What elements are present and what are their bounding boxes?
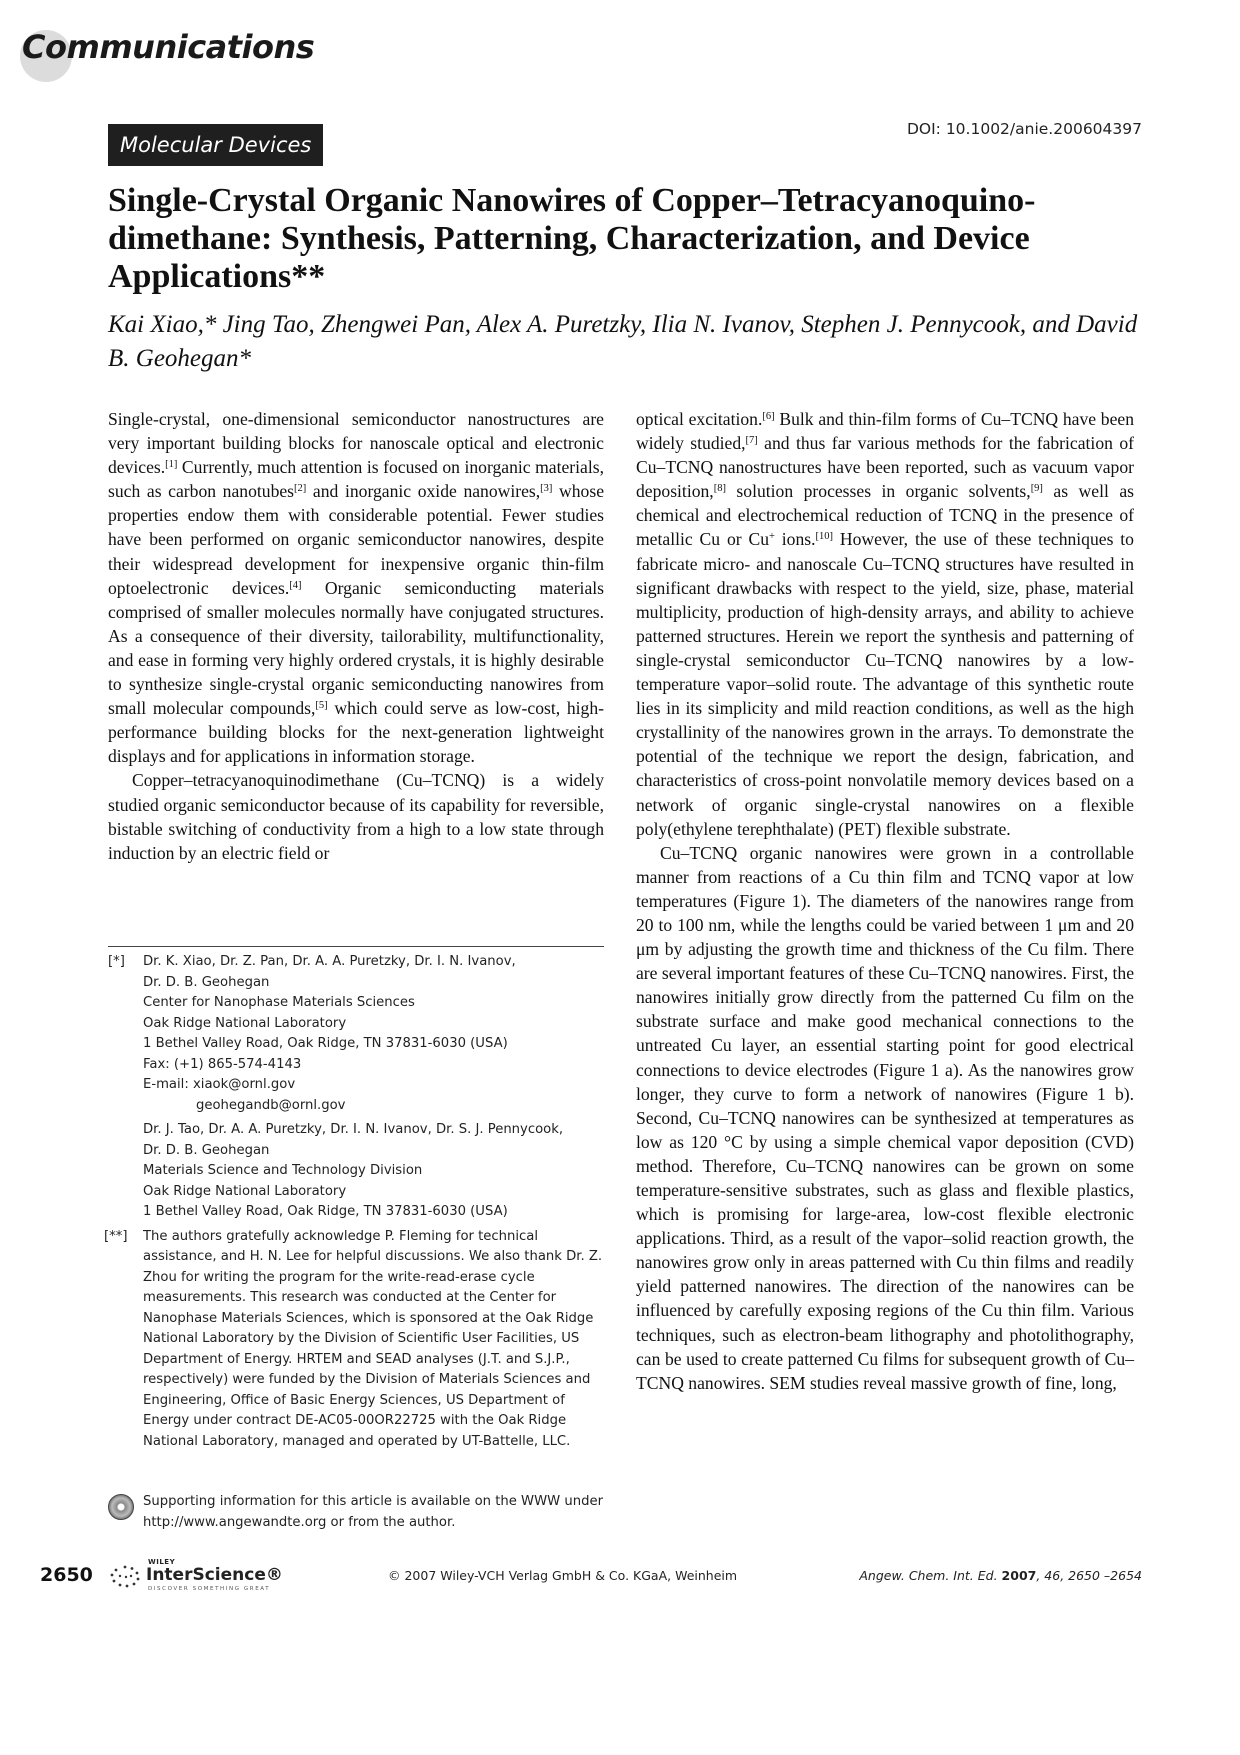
footnote-mark: [*]: [108, 954, 125, 969]
paragraph: Copper–tetracyanoquinodimethane (Cu–TCNQ) is a widely studied organic semiconductor because of its capability for reversible, bistable switching of conductivity from a high to a low state through induction by an electric field or: [108, 770, 604, 863]
affiliation-note: [108, 952, 604, 1223]
charge-superscript: +: [769, 531, 775, 543]
citation[interactable]: [3]: [540, 483, 553, 495]
citation[interactable]: [2]: [294, 483, 307, 495]
logo-wiley-text: WILEY: [148, 1558, 176, 1566]
citation[interactable]: [7]: [745, 435, 758, 447]
footnotes: [104, 952, 604, 1452]
cd-icon: [108, 1494, 134, 1520]
supporting-info-note: [108, 1492, 604, 1533]
page-number: 2650: [40, 1564, 93, 1586]
paragraph: Single-crystal, one-dimensional semiconductor nanostructures are very important building blocks for nanoscale optical and electronic devices.[1] Currently, much attention is focused on inorganic materials, such as carbon nanotubes[2] and inorganic oxide nanowires,[3] whose properties endow them with considerable potential. Fewer studies have been performed on organic semiconductor nanowires, despite their widespread development for inexpensive organic thin-film optoelectronic devices.[4] Organic semiconducting materials comprised of smaller molecules normally have conjugated structures. As a consequence of their diversity, tailorability, multifunctionality, and ease in forming very highly ordered crystals, it is highly desirable to synthesize single-crystal organic semiconducting nanowires from small molecular compounds,[5] which could serve as low-cost, high-performance building blocks for the next-generation lightweight displays and for applications in information storage.: [108, 409, 604, 767]
citation[interactable]: [4]: [289, 579, 302, 591]
affiliation-line: 1 Bethel Valley Road, Oak Ridge, TN 37831-6030 (USA): [143, 1036, 508, 1051]
acknowledgment-note: [104, 1227, 604, 1453]
journal-citation: Angew. Chem. Int. Ed. 2007, 46, 2650 –2654: [859, 1568, 1142, 1583]
citation[interactable]: [8]: [713, 483, 726, 495]
email-line[interactable]: geohegandb@ornl.gov: [196, 1097, 346, 1113]
doi[interactable]: DOI: 10.1002/anie.200604397: [906, 120, 1142, 138]
body-column-right: [636, 407, 1134, 1395]
footnote-mark: [**]: [104, 1228, 128, 1244]
citation[interactable]: [5]: [315, 700, 328, 712]
page-footer: [0, 1558, 1240, 1598]
paragraph: optical excitation.[6] Bulk and thin-film forms of Cu–TCNQ have been widely studied,[7] and thus far various methods for the fabrication of Cu–TCNQ nanostructures have been reported, such as vacuum vapor deposition,[8] solution processes in organic solvents,[9] as well as chemical and electrochemical reduction of TCNQ in the presence of metallic Cu or Cu+ ions.[10] However, the use of these techniques to fabricate micro- and nanoscale Cu–TCNQ structures have resulted in significant drawbacks with respect to the yield, size, phase, material multiplicity, production of high-density arrays, and ability to achieve patterned structures. Herein we report the synthesis and patterning of single-crystal semiconductor Cu–TCNQ nanowires by a low-temperature vapor–solid route. The advantage of this synthetic route lies in its simplicity and mild reaction conditions, as well as the high crystallinity of the nanowires grown in the arrays. To demonstrate the potential of the technique we report the design, fabrication, and characteristics of cross-point nonvolatile memory devices based on a network of organic single-crystal nanowires on a flexible poly(ethylene terephthalate) (PET) flexible substrate.: [636, 409, 1135, 839]
citation[interactable]: [9]: [1030, 483, 1043, 495]
logo-tagline: DISCOVER SOMETHING GREAT: [148, 1586, 271, 1592]
citation[interactable]: [10]: [815, 531, 834, 543]
subject-label: Molecular Devices: [108, 124, 323, 166]
logo-name-text: InterScience®: [146, 1565, 283, 1585]
citation[interactable]: [6]: [762, 411, 775, 422]
paragraph: Cu–TCNQ organic nanowires were grown in a controllable manner from reactions of a Cu thin film and TCNQ vapor at low temperatures (Figure 1). The diameters of the nanowires range from 20 to 100 nm, while the lengths could be varied between 1 μm and 20 μm by adjusting the growth time and thickness of the Cu film. There are several important features of these Cu–TCNQ nanowires. First, the nanowires initially grow directly from the patterned Cu film on the substrate surface and make good mechanical connections to the untreated Cu layer, an essential starting point for good electrical connections to device electrodes (Figure 1 a). As the nanowires grow longer, they curve to form a network of nanowires (Figure 1 b). Second, Cu–TCNQ nanowires can be synthesized at temperatures as low as 120 °C by using a simple chemical vapor deposition (CVD) method. Therefore, Cu–TCNQ nanowires can be grown on some temperature-sensitive substrates, such as glass and flexible plastics, which is promising for large-area, low-cost flexible electronic applications. Third, as a result of the vapor–solid reaction growth, the nanowires grow only in areas patterned with Cu thin films and readily yield patterned nanowires. The direction of the nanowires can be influenced by carefully exposing regions of the Cu thin film. Various techniques, such as electron-beam lithography and photolithography, can be used to create patterned Cu films for subsequent growth of Cu–TCNQ nanowires. SEM studies reveal massive growth of fine, long,: [636, 842, 1134, 1393]
body-column-left: [108, 407, 604, 865]
affiliation-line: Dr. K. Xiao, Dr. Z. Pan, Dr. A. A. Puretzky, Dr. I. N. Ivanov,: [143, 954, 516, 969]
affiliation-line: Oak Ridge National Laboratory: [143, 1015, 347, 1031]
supporting-info-text[interactable]: Supporting information for this article is available on the WWW under http://www.angewandte.org or from the author.: [143, 1494, 603, 1530]
interscience-swirl-icon: [108, 1564, 142, 1588]
affiliation-line: Center for Nanophase Materials Sciences: [143, 995, 415, 1010]
acknowledgment-text: The authors gratefully acknowledge P. Fleming for technical assistance, and H. N. Lee for helpful discussions. We also thank Dr. Z. Zhou for writing the program for the write-read-erase cycle measurements. This research was conducted at the Center for Nanophase Materials Sciences, which is sponsored at the Oak Ridge National Laboratory by the Division of Scientific User Facilities, US Department of Energy. HRTEM and SEAD analyses (J.T. and S.J.P., respectively) were funded by the Division of Materials Sciences and Engineering, Office of Basic Energy Sciences, US Department of Energy under contract DE-AC05-00OR22725 with the Oak Ridge National Laboratory, managed and operated by UT-Battelle, LLC.: [143, 1228, 603, 1449]
citation[interactable]: [1]: [165, 459, 178, 471]
affiliation-line: Dr. D. B. Geohegan: [143, 974, 270, 990]
section-heading: Communications: [22, 28, 315, 66]
affiliation-line: Materials Science and Technology Division: [143, 1163, 423, 1178]
affiliation-line: Oak Ridge National Laboratory: [143, 1183, 347, 1199]
affiliation-line: Dr. D. B. Geohegan: [143, 1142, 270, 1158]
affiliation-line: Dr. J. Tao, Dr. A. A. Puretzky, Dr. I. N. Ivanov, Dr. S. J. Pennycook,: [143, 1122, 564, 1137]
affiliation-line: Fax: (+1) 865-574-4143: [143, 1056, 302, 1072]
copyright: © 2007 Wiley-VCH Verlag GmbH & Co. KGaA, Weinheim: [388, 1568, 738, 1583]
email-line[interactable]: E-mail: xiaok@ornl.gov: [143, 1077, 296, 1092]
footnote-divider: [108, 946, 604, 947]
affiliation-line: 1 Bethel Valley Road, Oak Ridge, TN 37831-6030 (USA): [143, 1204, 508, 1219]
article-title: Single-Crystal Organic Nanowires of Copper–Tetracyanoquino-dimethane: Synthesis, Patterning, Characterization, and Device Applications**: [108, 182, 1036, 295]
author-list: Kai Xiao,* Jing Tao, Zhengwei Pan, Alex A. Puretzky, Ilia N. Ivanov, Stephen J. Pennycook, and David B. Geohegan*: [108, 311, 1138, 372]
